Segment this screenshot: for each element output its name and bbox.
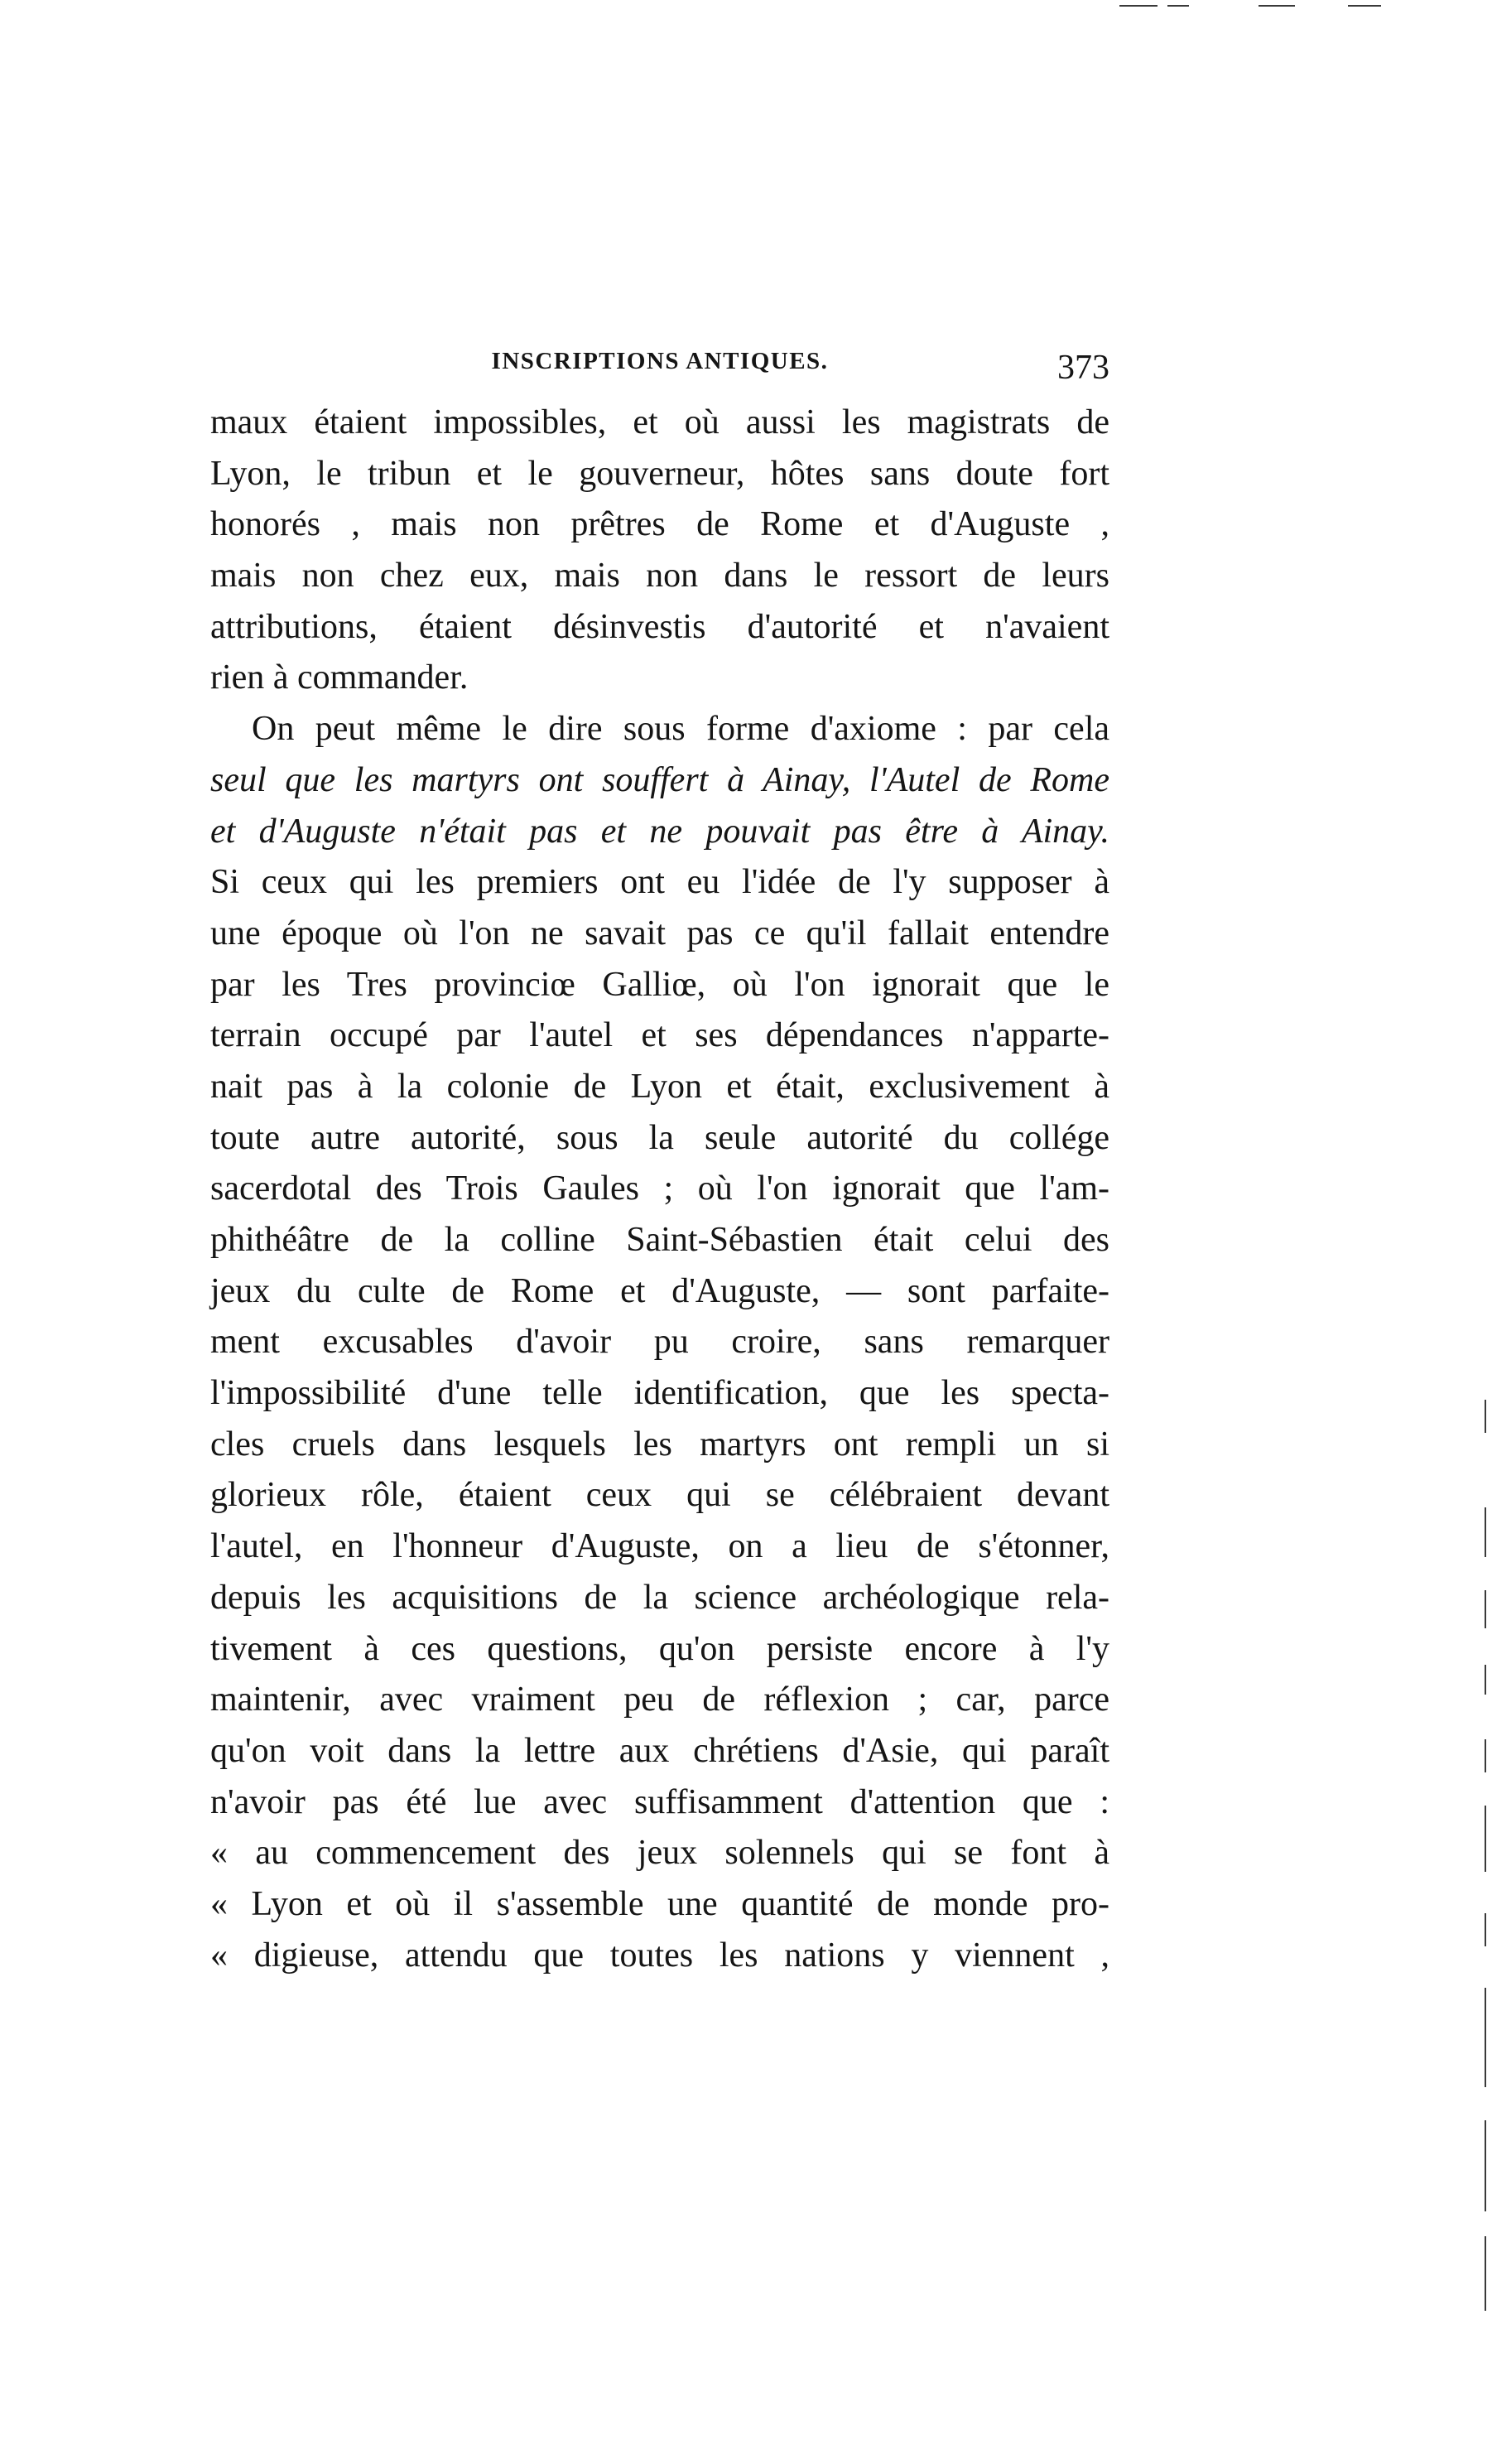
text-line: depuis les acquisitions de la science archéologique rela-: [210, 1578, 1109, 1617]
scan-artifact-right: [1485, 1507, 1486, 1557]
text-line: tivement à ces questions, qu'on persiste encore à l'y: [210, 1629, 1109, 1668]
text-line: terrain occupé par l'autel et ses dépendances n'apparte-: [210, 1016, 1109, 1055]
text-line: honorés , mais non prêtres de Rome et d'Auguste ,: [210, 505, 1109, 544]
scan-artifact-right: [1485, 1665, 1486, 1695]
scan-artifact-right: [1485, 2120, 1486, 2211]
scan-artifact-top: [1119, 5, 1158, 7]
scan-artifact-right: [1485, 2236, 1486, 2311]
scan-artifact-right: [1485, 1988, 1486, 2087]
text-line: une époque où l'on ne savait pas ce qu'il fallait entendre: [210, 914, 1109, 952]
text-line: n'avoir pas été lue avec suffisamment d'attention que :: [210, 1782, 1109, 1821]
text-line: Si ceux qui les premiers ont eu l'idée de l'y supposer à: [210, 863, 1109, 902]
text-line: ment excusables d'avoir pu croire, sans remarquer: [210, 1323, 1109, 1362]
text-line: l'autel, en l'honneur d'Auguste, on a lieu de s'étonner,: [210, 1527, 1109, 1566]
scan-artifact-top: [1259, 5, 1295, 7]
text-line: nait pas à la colonie de Lyon et était, exclusivement à: [210, 1067, 1109, 1106]
text-line: mais non chez eux, mais non dans le ressort de leurs: [210, 557, 1109, 596]
scan-artifact-right: [1485, 1806, 1486, 1872]
text-line: cles cruels dans lesquels les martyrs ont rempli un si: [210, 1425, 1109, 1463]
text-line: qu'on voit dans la lettre aux chrétiens d'Asie, qui paraît: [210, 1731, 1109, 1770]
page-number: 373: [1057, 349, 1109, 387]
text-line: Lyon, le tribun et le gouverneur, hôtes sans doute fort: [210, 454, 1109, 493]
text-line: On peut même le dire sous forme d'axiome : par cela: [252, 710, 1109, 749]
text-line: maux étaient impossibles, et où aussi les magistrats de: [210, 403, 1109, 441]
text-line: toute autre autorité, sous la seule autorité du collége: [210, 1118, 1109, 1157]
scan-artifact-top: [1348, 5, 1381, 7]
scan-artifact-top: [1167, 5, 1189, 7]
text-line: « au commencement des jeux solennels qui se font à: [210, 1834, 1109, 1873]
text-line: glorieux rôle, étaient ceux qui se célébraient devant: [210, 1476, 1109, 1515]
page-header: [210, 348, 1109, 393]
text-line: par les Tres provinciœ Galliœ, où l'on ignorait que le: [210, 965, 1109, 1004]
scan-artifact-right: [1485, 1739, 1486, 1772]
scan-artifact-right: [1485, 1400, 1486, 1433]
text-line: phithéâtre de la colline Saint-Sébastien était celui des: [210, 1221, 1109, 1259]
text-line: jeux du culte de Rome et d'Auguste, — sont parfaite-: [210, 1271, 1109, 1310]
text-line: « digieuse, attendu que toutes les nations y viennent ,: [210, 1936, 1109, 1975]
scan-artifact-right: [1485, 1913, 1486, 1946]
text-line: l'impossibilité d'une telle identification, que les specta-: [210, 1374, 1109, 1413]
scan-artifact-right: [1485, 1590, 1486, 1628]
text-line: maintenir, avec vraiment peu de réflexion ; car, parce: [210, 1680, 1109, 1719]
text-line: et d'Auguste n'était pas et ne pouvait pas être à Ainay.: [210, 812, 1109, 851]
text-line: sacerdotal des Trois Gaules ; où l'on ignorait que l'am-: [210, 1169, 1109, 1208]
text-line: attributions, étaient désinvestis d'autorité et n'avaient: [210, 607, 1109, 646]
text-line: rien à commander.: [210, 658, 469, 697]
text-line: seul que les martyrs ont souffert à Ainay, l'Autel de Rome: [210, 760, 1109, 799]
body-text: [210, 398, 1109, 1981]
running-title: INSCRIPTIONS ANTIQUES.: [491, 348, 829, 374]
text-line: « Lyon et où il s'assemble une quantité de monde pro-: [210, 1884, 1109, 1923]
